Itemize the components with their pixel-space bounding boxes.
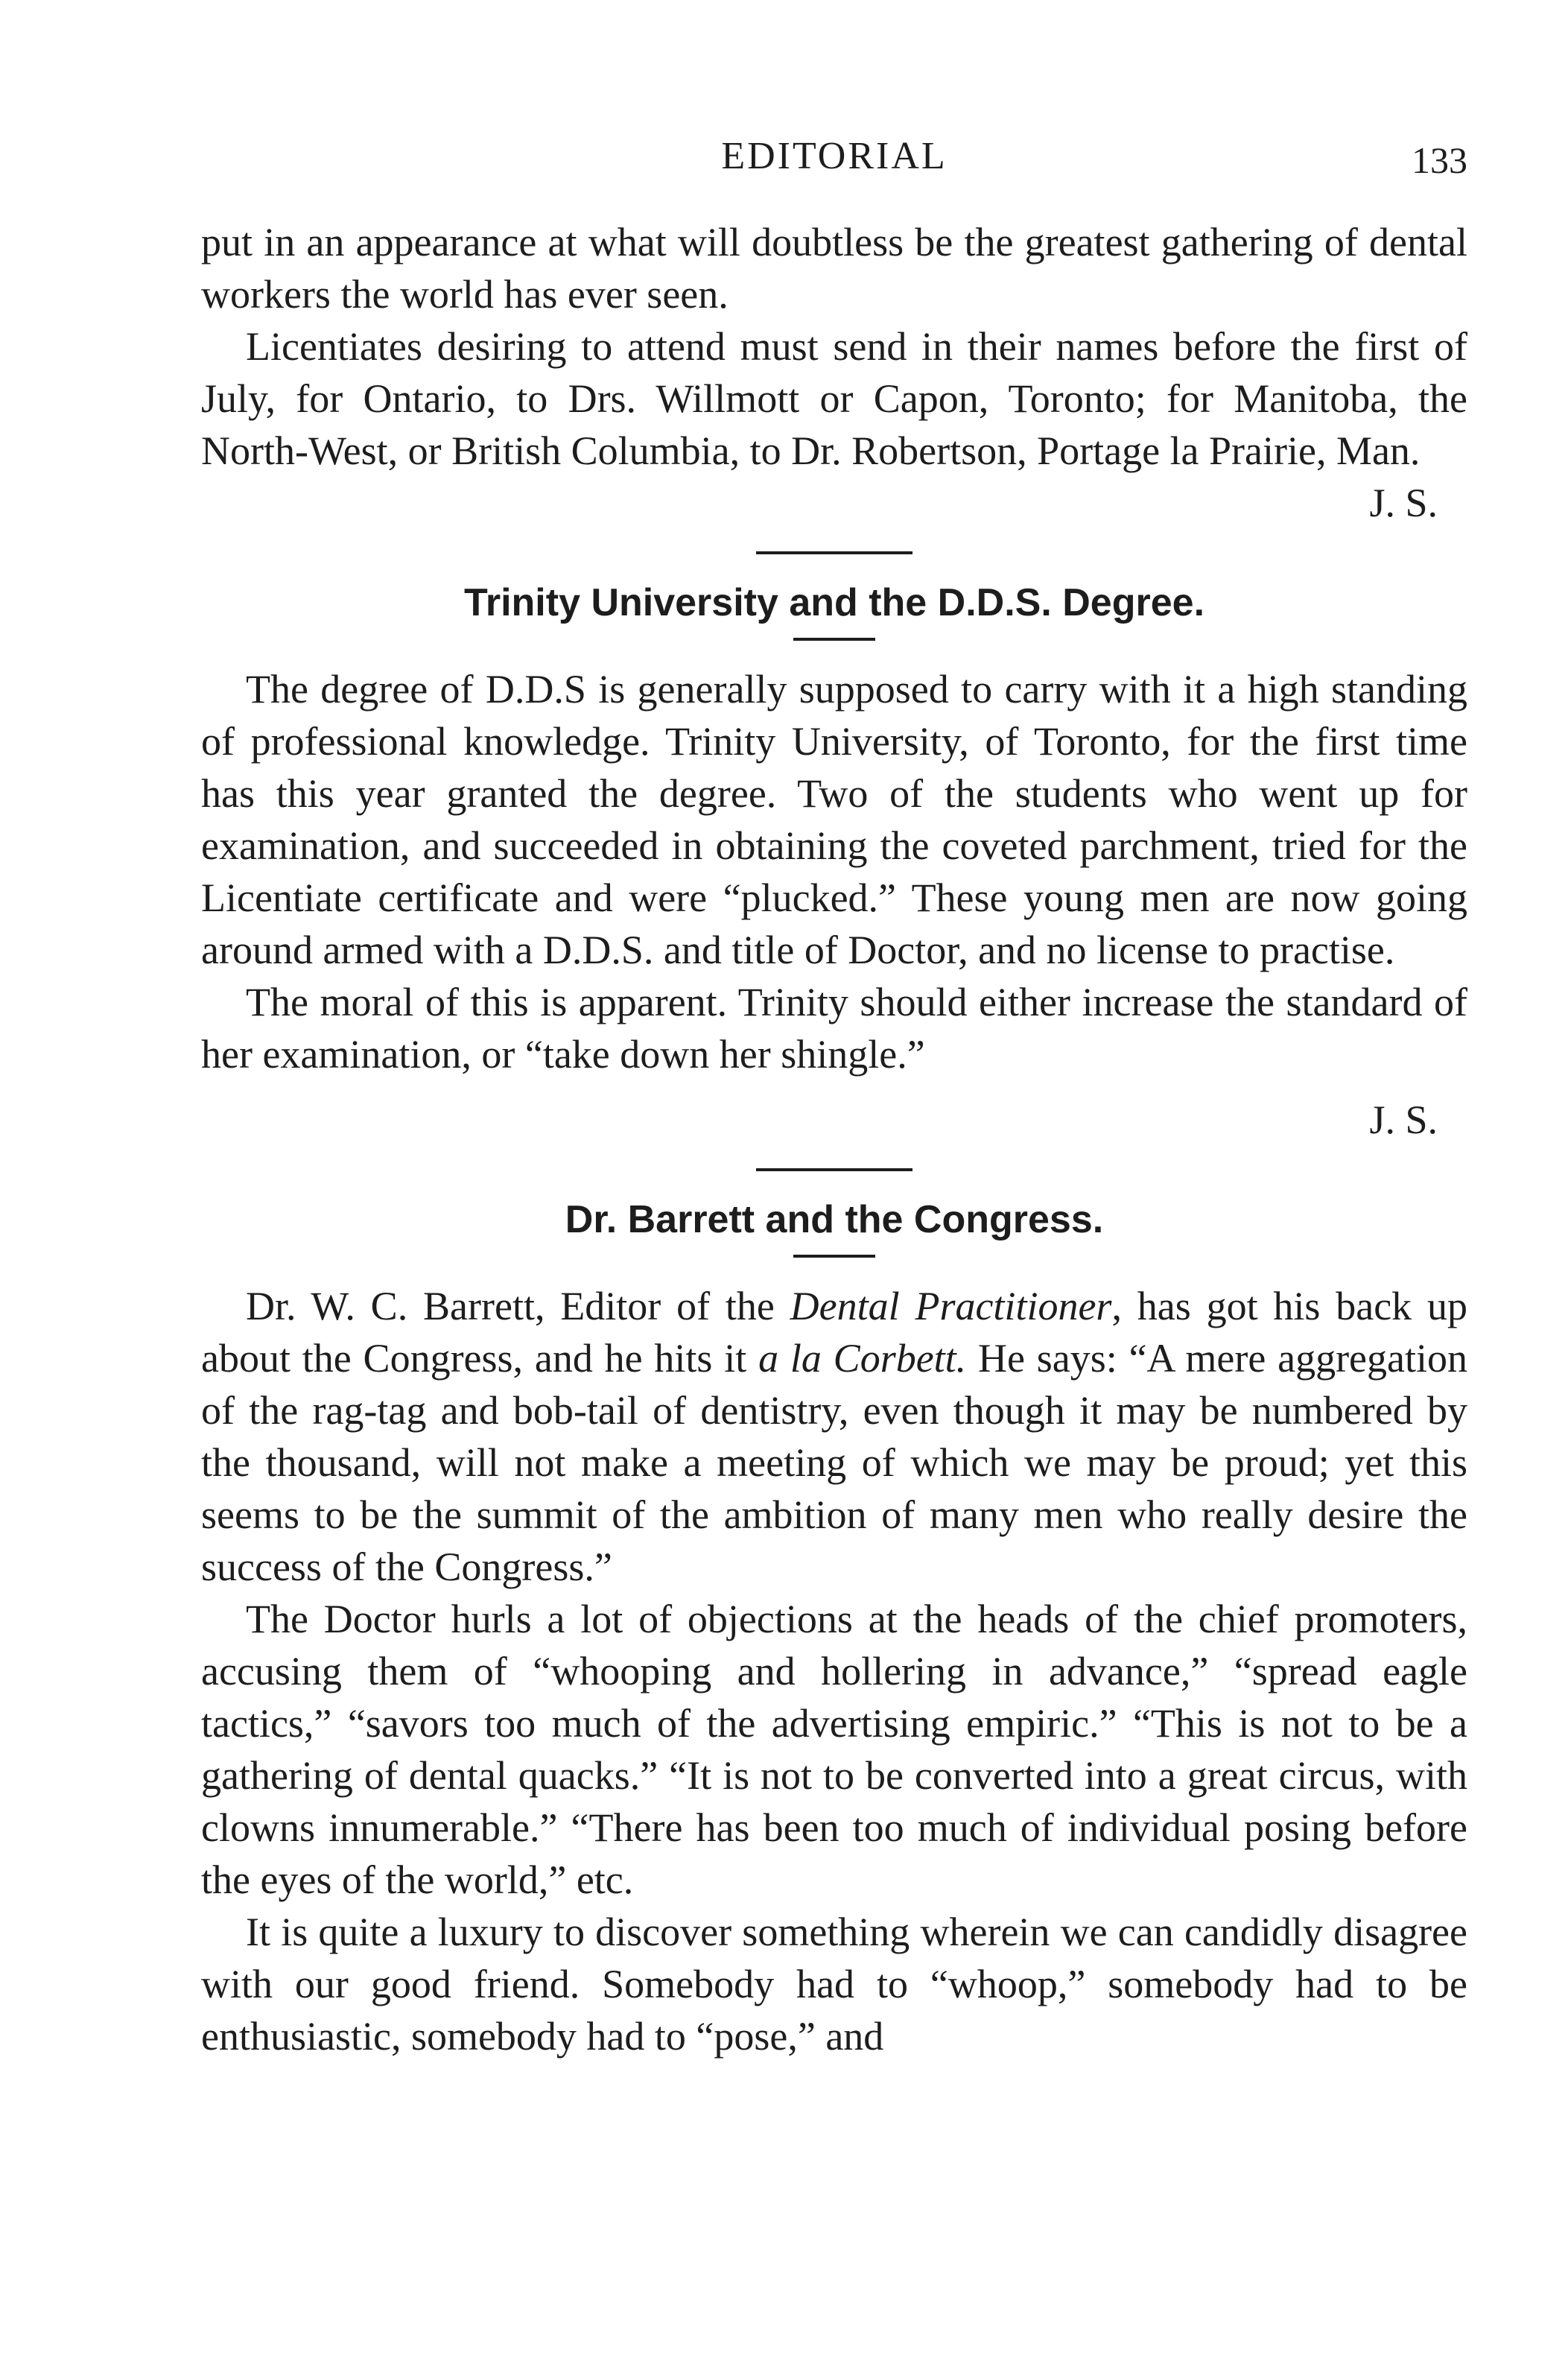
journal-title: Dental Practitioner [790, 1284, 1112, 1328]
section-title-trinity: Trinity University and the D.D.S. Degree. [463, 581, 1205, 624]
section-title-barrett: Dr. Barrett and the Congress. [565, 1198, 1104, 1241]
barrett-p1-text-a: Dr. W. C. Barrett, Editor of the [246, 1284, 790, 1328]
section-divider [756, 551, 912, 554]
barrett-paragraph-1 [201, 1280, 1467, 1593]
intro-paragraph-licentiates [201, 320, 1467, 525]
barrett-p1-text-c: He says: “A mere aggregation of the rag-tag and bob-tail of dentistry, even though it may be numbered by the thousand, will not make a meeting of which we may be proud; yet this seems to be the summit of the ambition of many men who really desire the success of the Congress.” [201, 1336, 1467, 1589]
trinity-signature: J. S. [1369, 1097, 1438, 1142]
running-head: EDITORIAL [721, 135, 948, 177]
barrett-p1-text-b: , has got his back up about the Congress, and he hits it [201, 1284, 1467, 1381]
title-underline [793, 638, 875, 641]
page-body [201, 216, 1467, 2062]
title-underline [793, 1255, 875, 1258]
intro-signature: J. S. [1369, 481, 1438, 525]
trinity-paragraph-2: The moral of this is apparent. Trinity should either increase the standard of her examination, or “take down her shingle.” [201, 980, 1467, 1077]
barrett-paragraph-2: The Doctor hurls a lot of objections at the heads of the chief promoters, accusing them of “whooping and hollering in advance,” “spread eagle tactics,” “savors too much of the advertising empiric.” “This is not to be a gathering of dental quacks.” “It is not to be converted into a great circus, with clowns innumerable.” “There has been too much of individual posing before the eyes of the world,” etc. [201, 1597, 1467, 1902]
intro-licentiates-text: Licentiates desiring to attend must send in their names before the first of July, for Ontario, to Drs. Willmott or Capon, Toronto; for Manitoba, the North-West, or British Columbia, to Dr. Robertson, Portage la Prairie, Man. [201, 324, 1467, 473]
page-number: 133 [1412, 139, 1467, 181]
corbett-phrase: a la Corbett. [758, 1336, 967, 1381]
barrett-paragraph-3: It is quite a luxury to discover something wherein we can candidly disagree with our good friend. Somebody had to “whoop,” somebody had to be enthusiastic, somebody had to “pose,” and [201, 1910, 1467, 2059]
trinity-paragraph-1: The degree of D.D.S is generally supposed to carry with it a high standing of professional knowledge. Trinity University, of Toronto, for the first time has this year granted the degree. Two of the students who went up for examination, and succeeded in obtaining the coveted parchment, tried for the Licentiate certificate and were “plucked.” These young men are now going around armed with a D.D.S. and title of Doctor, and no license to practise. [201, 667, 1467, 972]
intro-paragraph-continued: put in an appearance at what will doubtless be the greatest gathering of dental workers the world has ever seen. [201, 220, 1467, 317]
section-divider [756, 1168, 912, 1171]
page-header [201, 134, 1467, 186]
